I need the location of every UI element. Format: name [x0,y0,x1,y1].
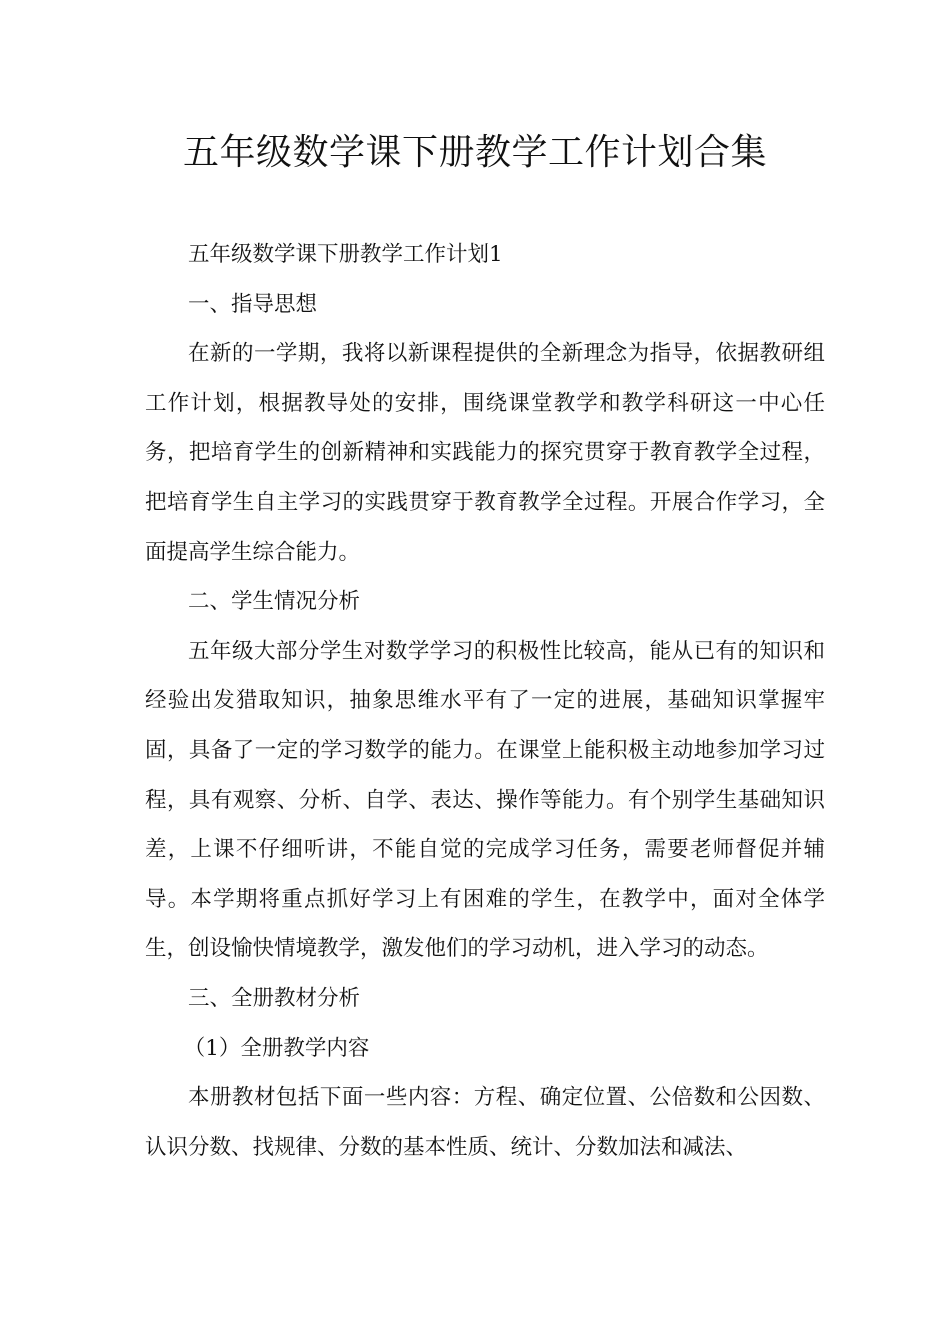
subheading-teaching-content: （1）全册教学内容 [183,1035,370,1061]
section-heading-textbook-analysis: 三、全册教材分析 [188,985,361,1011]
paragraph-student-analysis: 五年级大部分学生对数学学习的积极性比较高，能从已有的知识和经验出发猎取知识，抽象思维水平有了一定的进展，基础知识掌握牢固，具备了一定的学习数学的能力。在课堂上能积极主动地参加学习过程，具有观察、分析、自学、表达、操作等能力。有个别学生基础知识差，上课不仔细听讲，不能自觉的完成学习任务，需要老师督促并辅导。本学期将重点抓好学习上有困难的学生，在教学中，面对全体学生，创设愉快情境教学，激发他们的学习动机，进入学习的动态。 [145,638,825,962]
document-body [145,230,825,1172]
section-heading-plan-1: 五年级数学课下册教学工作计划1 [188,242,503,267]
section-heading-guiding-ideology: 一、指导思想 [188,291,318,317]
paragraph-teaching-content: 本册教材包括下面一些内容：方程、确定位置、公倍数和公因数、认识分数、找规律、分数的基本性质、统计、分数加法和减法、 [145,1085,825,1160]
document-title: 五年级数学课下册教学工作计划合集 [182,132,767,173]
section-heading-student-analysis: 二、学生情况分析 [188,589,361,615]
paragraph-guiding-ideology: 在新的一学期，我将以新课程提供的全新理念为指导，依据教研组工作计划，根据教导处的安排，围绕课堂教学和教学科研这一中心任务，把培育学生的创新精神和实践能力的探究贯穿于教育教学全过程，把培育学生自主学习的实践贯穿于教育教学全过程。开展合作学习，全面提高学生综合能力。 [145,341,825,565]
